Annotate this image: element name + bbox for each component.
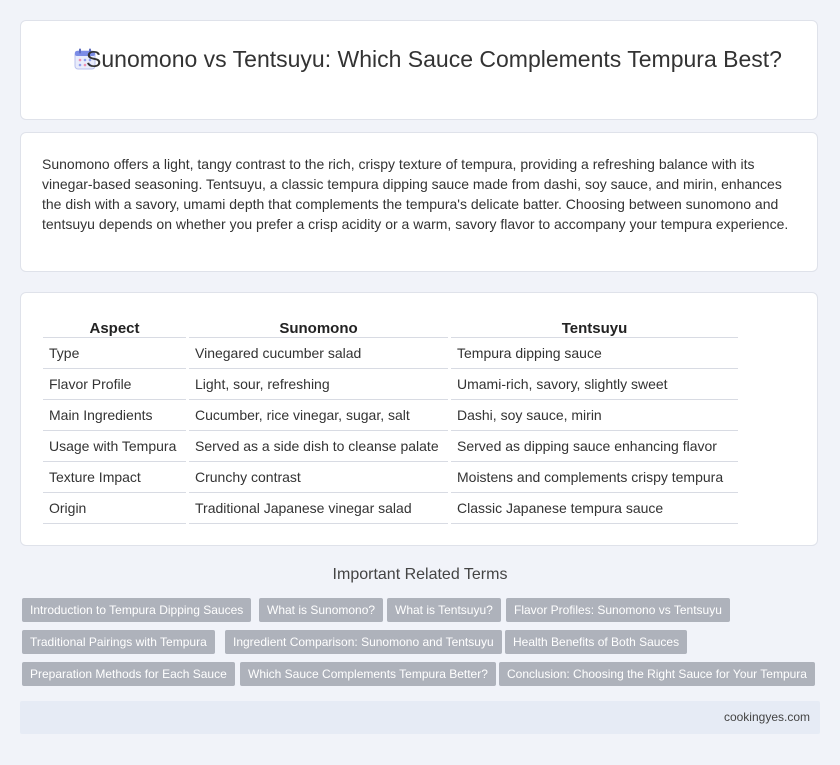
cell-tentsuyu: Served as dipping sauce enhancing flavor (451, 431, 738, 462)
cell-tentsuyu: Moistens and complements crispy tempura (451, 462, 738, 493)
cell-aspect: Texture Impact (43, 462, 186, 493)
title-card (20, 20, 818, 120)
related-term-tag[interactable]: Which Sauce Complements Tempura Better? (240, 662, 496, 686)
related-term-tag[interactable]: Preparation Methods for Each Sauce (22, 662, 235, 686)
intro-card (20, 132, 818, 272)
related-term-tag[interactable]: Flavor Profiles: Sunomono vs Tentsuyu (506, 598, 730, 622)
table-row (43, 493, 738, 524)
cell-sunomono: Light, sour, refreshing (189, 369, 448, 400)
table-row (43, 369, 738, 400)
header-sunomono: Sunomono (189, 315, 448, 338)
footer (20, 701, 820, 734)
related-term-tag[interactable]: Introduction to Tempura Dipping Sauces (22, 598, 251, 622)
cell-tentsuyu: Tempura dipping sauce (451, 338, 738, 369)
cell-tentsuyu: Classic Japanese tempura sauce (451, 493, 738, 524)
cell-sunomono: Vinegared cucumber salad (189, 338, 448, 369)
table-row (43, 400, 738, 431)
cell-aspect: Type (43, 338, 186, 369)
cell-sunomono: Traditional Japanese vinegar salad (189, 493, 448, 524)
related-term-tag[interactable]: Health Benefits of Both Sauces (505, 630, 687, 654)
cell-sunomono: Cucumber, rice vinegar, sugar, salt (189, 400, 448, 431)
cell-aspect: Origin (43, 493, 186, 524)
related-terms-title: Important Related Terms (332, 566, 508, 583)
related-term-tag[interactable]: Traditional Pairings with Tempura (22, 630, 215, 654)
footer-site-link[interactable]: cookingyes.com (723, 710, 810, 724)
intro-paragraph: Sunomono offers a light, tangy contrast to the rich, crispy texture of tempura, providing a refreshing balance with its vinegar-based seasoning. Tentsuyu, a classic tempura dipping sauce made from dashi, soy sauce, and mirin, enhances the dish with a savory, umami depth that complements the tempura's delicate batter. Choosing between sunomono and tentsuyu depends on whether you prefer a crisp acidity or a warm, savory flavor to accompany your tempura experience. (42, 156, 789, 232)
table-row (43, 462, 738, 493)
table-row (43, 431, 738, 462)
comparison-table (43, 315, 738, 524)
related-term-tag[interactable]: Ingredient Comparison: Sunomono and Tentsuyu (225, 630, 502, 654)
header-tentsuyu: Tentsuyu (451, 315, 738, 338)
header-aspect: Aspect (43, 315, 186, 338)
cell-aspect: Usage with Tempura (43, 431, 186, 462)
cell-sunomono: Served as a side dish to cleanse palate (189, 431, 448, 462)
cell-tentsuyu: Umami-rich, savory, slightly sweet (451, 369, 738, 400)
comparison-card (20, 292, 818, 546)
cell-aspect: Flavor Profile (43, 369, 186, 400)
cell-tentsuyu: Dashi, soy sauce, mirin (451, 400, 738, 431)
related-term-tag[interactable]: What is Sunomono? (259, 598, 383, 622)
cell-sunomono: Crunchy contrast (189, 462, 448, 493)
cell-aspect: Main Ingredients (43, 400, 186, 431)
related-term-tag[interactable]: What is Tentsuyu? (387, 598, 501, 622)
page-title-text: Sunomono vs Tentsuyu: Which Sauce Complements Tempura Best? (86, 46, 782, 72)
table-header-row (43, 315, 738, 338)
page-title (21, 45, 817, 74)
related-term-tag[interactable]: Conclusion: Choosing the Right Sauce for Your Tempura (499, 662, 815, 686)
table-row (43, 338, 738, 369)
